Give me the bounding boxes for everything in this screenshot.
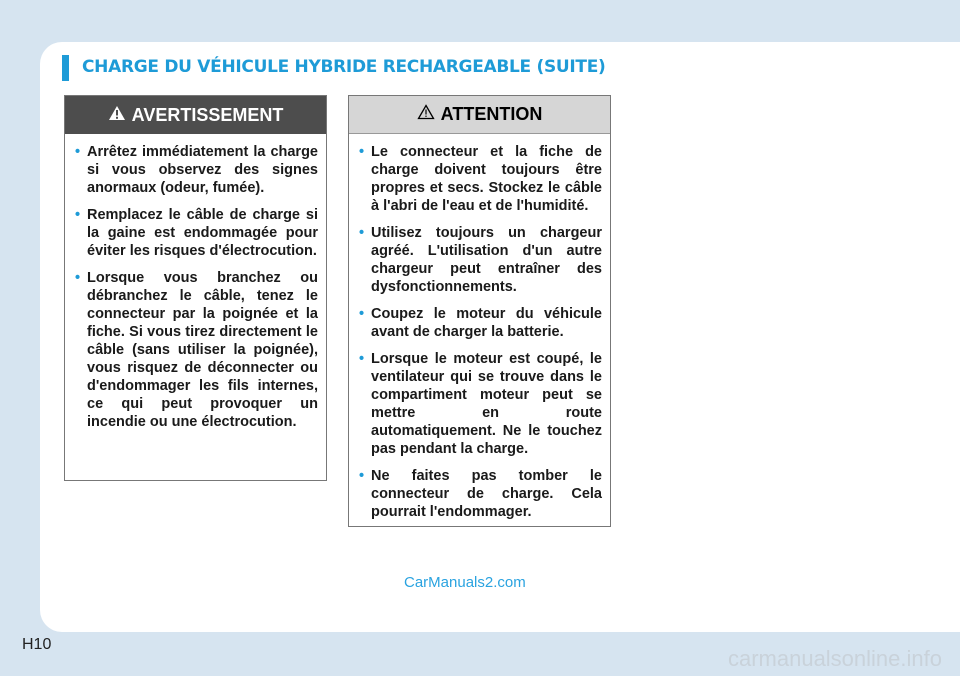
warning-list	[65, 134, 326, 431]
caution-triangle-icon	[417, 104, 441, 125]
list-item: • Remplacez le câble de charge si la gaine est endommagée pour éviter les risques d'électrocution.	[75, 207, 318, 259]
watermark-link[interactable]: CarManuals2.com	[404, 574, 526, 591]
warning-box-header	[65, 96, 326, 134]
footer-watermark: carmanualsonline.info	[727, 646, 942, 671]
section-accent-bar	[62, 55, 69, 81]
section-title: CHARGE DU VÉHICULE HYBRIDE RECHARGEABLE (SUITE)	[82, 57, 606, 77]
page-number: H10	[22, 636, 52, 653]
bullet-icon: •	[75, 207, 81, 223]
bullet-icon: •	[75, 144, 81, 160]
caution-box-header	[349, 96, 610, 134]
bullet-icon: •	[359, 225, 365, 241]
warning-box	[64, 95, 327, 481]
list-item: • Arrêtez immédiatement la charge si vous observez des signes anormaux (odeur, fumée).	[75, 144, 318, 196]
caution-box-title: ATTENTION	[440, 104, 543, 124]
bullet-icon: •	[359, 306, 365, 322]
bullet-icon: •	[75, 270, 81, 286]
list-item: • Utilisez toujours un chargeur agréé. L'utilisation d'un autre chargeur peut entraîner des dysfonctionnements.	[359, 225, 602, 295]
list-item: • Coupez le moteur du véhicule avant de charger la batterie.	[359, 306, 602, 340]
caution-box	[348, 95, 611, 527]
list-item: • Lorsque vous branchez ou débranchez le câble, tenez le connecteur par la poignée et la fiche. Si vous tirez directement le câble (sans utiliser la poignée), vous risquez de déconnecter ou d'endommager les fils internes, ce qui peut provoquer un incendie ou une électrocution.	[75, 270, 318, 430]
caution-list	[349, 134, 610, 521]
list-item: • Le connecteur et la fiche de charge doivent toujours être propres et secs. Stockez le câble à l'abri de l'eau et de l'humidité.	[359, 144, 602, 214]
bullet-icon: •	[359, 468, 365, 484]
list-item: • Ne faites pas tomber le connecteur de charge. Cela pourrait l'endommager.	[359, 468, 602, 520]
list-item: • Lorsque le moteur est coupé, le ventilateur qui se trouve dans le compartiment moteur peut se mettre en route automatiquement. Ne le touchez pas pendant la charge.	[359, 351, 602, 457]
warning-box-title: AVERTISSEMENT	[131, 104, 284, 125]
bullet-icon: •	[359, 351, 365, 367]
bullet-icon: •	[359, 144, 365, 160]
warning-triangle-icon	[108, 105, 132, 126]
